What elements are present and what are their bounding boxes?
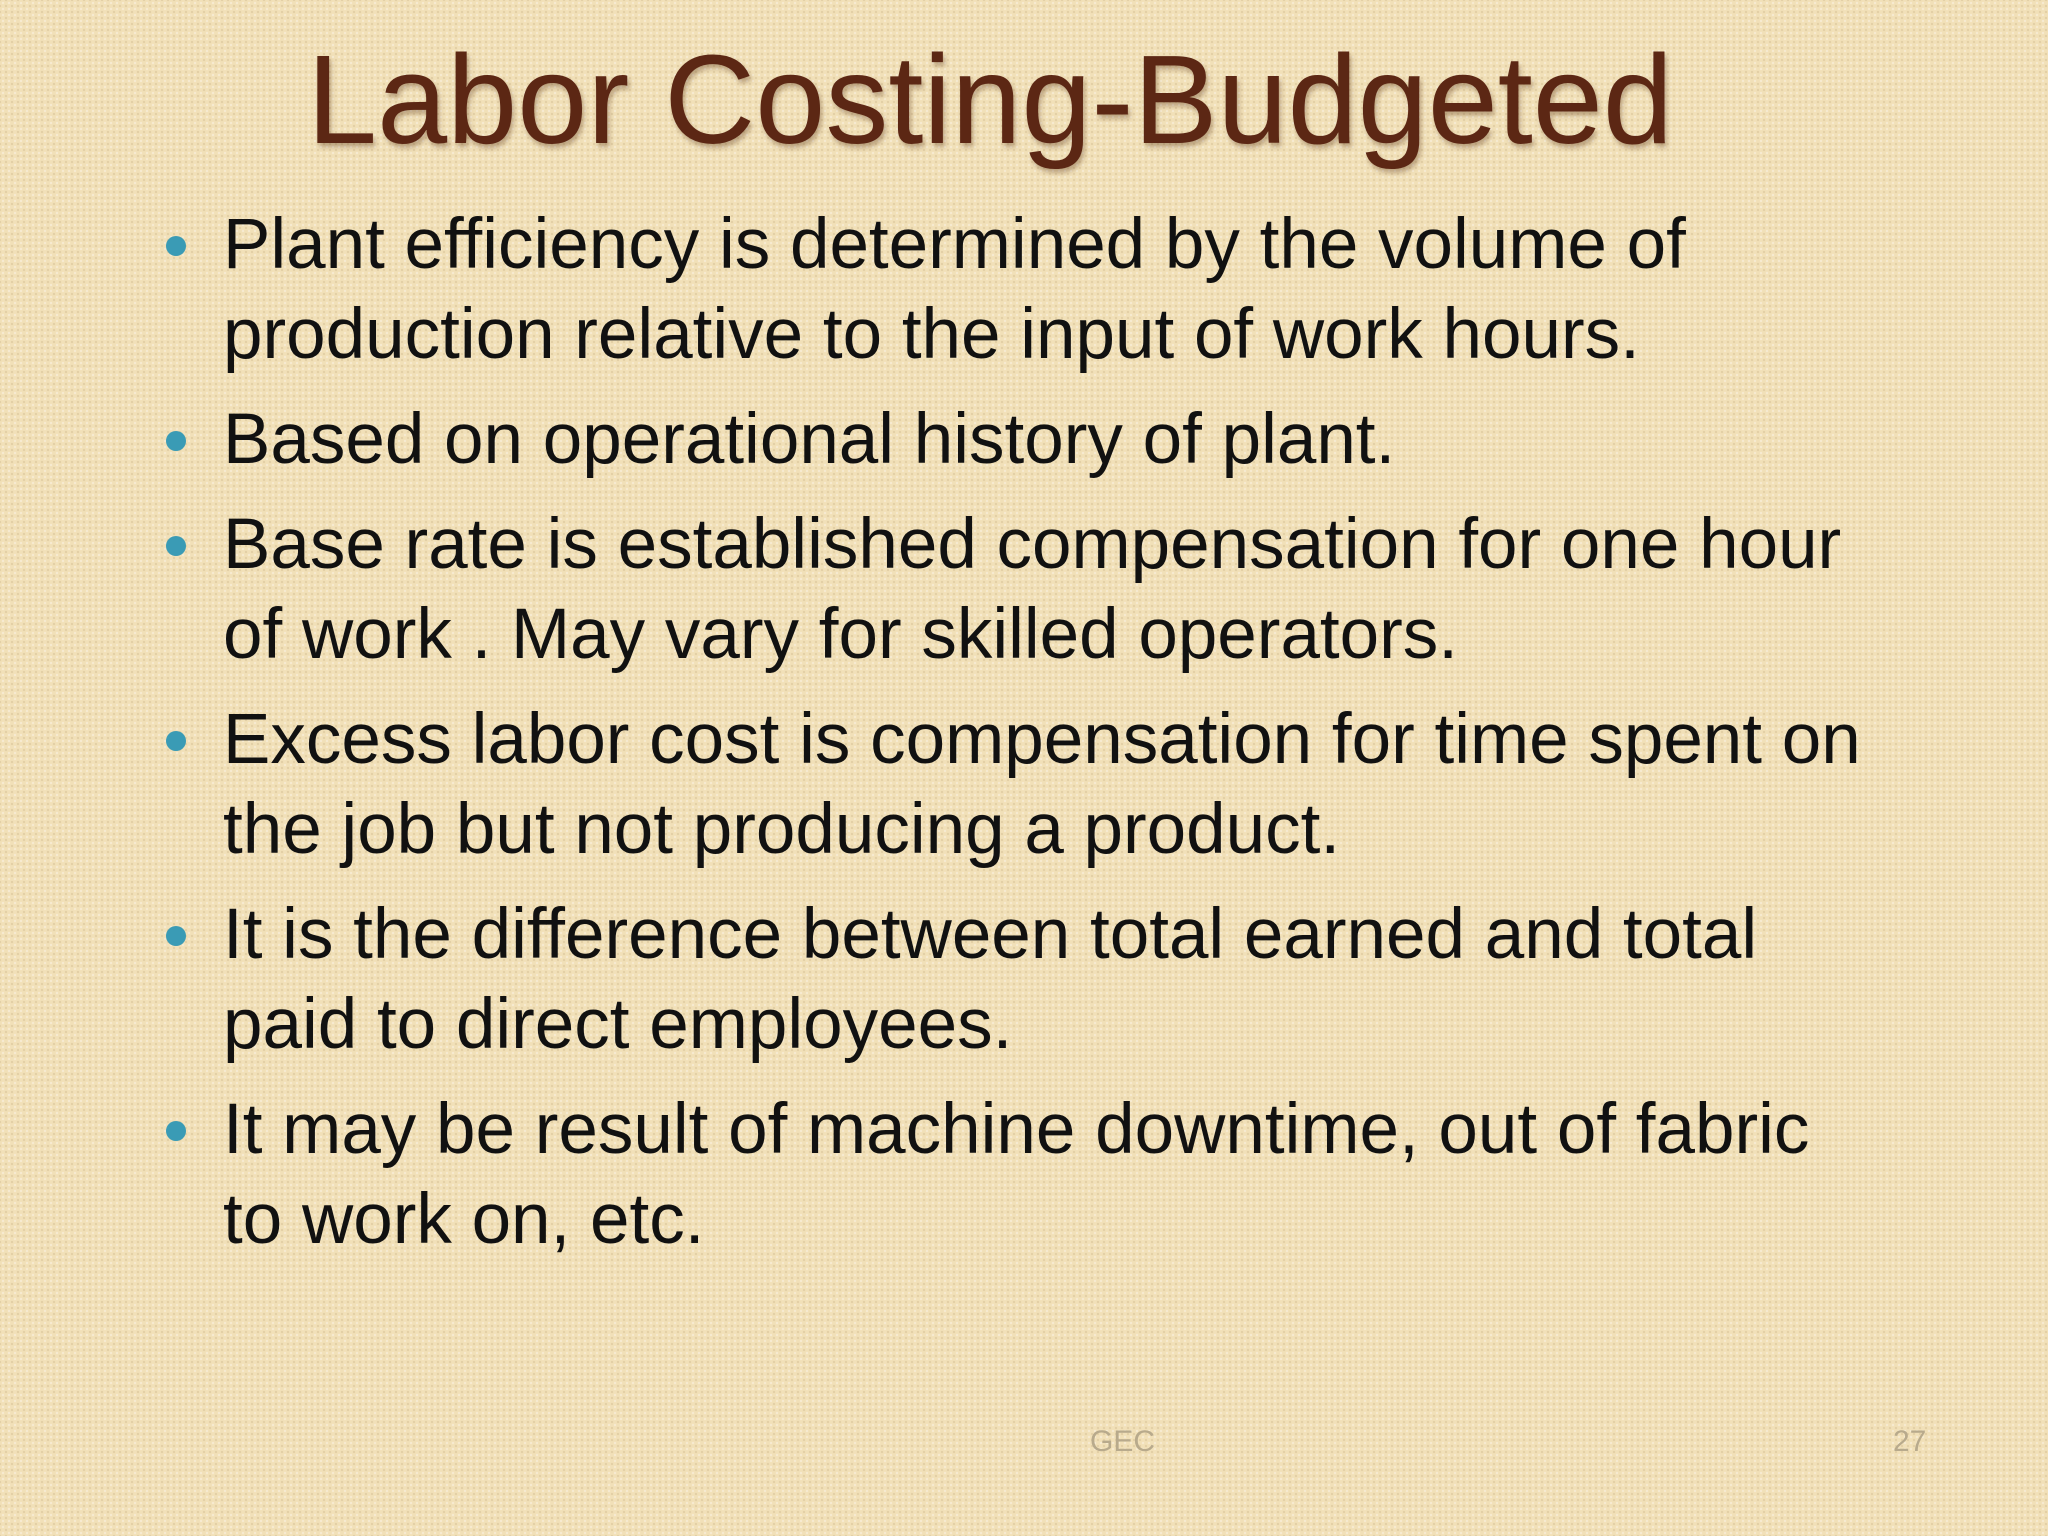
bullet-item	[160, 1085, 1880, 1265]
bullet-item	[160, 200, 1880, 380]
bullet-dot-icon	[166, 1121, 186, 1141]
bullet-text: It may be result of machine downtime, out of fabric to work on, etc.	[223, 1090, 1810, 1259]
bullet-item	[160, 695, 1880, 875]
slide-title: Labor Costing-Budgeted	[307, 29, 1673, 170]
bullet-text: Base rate is established compensation for one hour of work . May vary for skilled operators.	[223, 505, 1842, 674]
bullet-dot-icon	[166, 236, 186, 256]
bullet-text: Based on operational history of plant.	[223, 400, 1396, 479]
footer-label: GEC	[1090, 1425, 1156, 1458]
bullet-dot-icon	[166, 431, 186, 451]
bullet-text: It is the difference between total earned and total paid to direct employees.	[223, 895, 1758, 1064]
bullet-text: Plant efficiency is determined by the volume of production relative to the input of work hours.	[223, 205, 1686, 374]
bullet-dot-icon	[166, 926, 186, 946]
bullet-item	[160, 395, 1880, 485]
bullet-item	[160, 890, 1880, 1070]
page-number: 27	[1893, 1425, 1927, 1458]
bullet-item	[160, 500, 1880, 680]
bullet-dot-icon	[166, 536, 186, 556]
bullet-text: Excess labor cost is compensation for time spent on the job but not producing a product.	[223, 700, 1861, 869]
bullet-list	[160, 200, 1880, 1280]
bullet-dot-icon	[166, 731, 186, 751]
